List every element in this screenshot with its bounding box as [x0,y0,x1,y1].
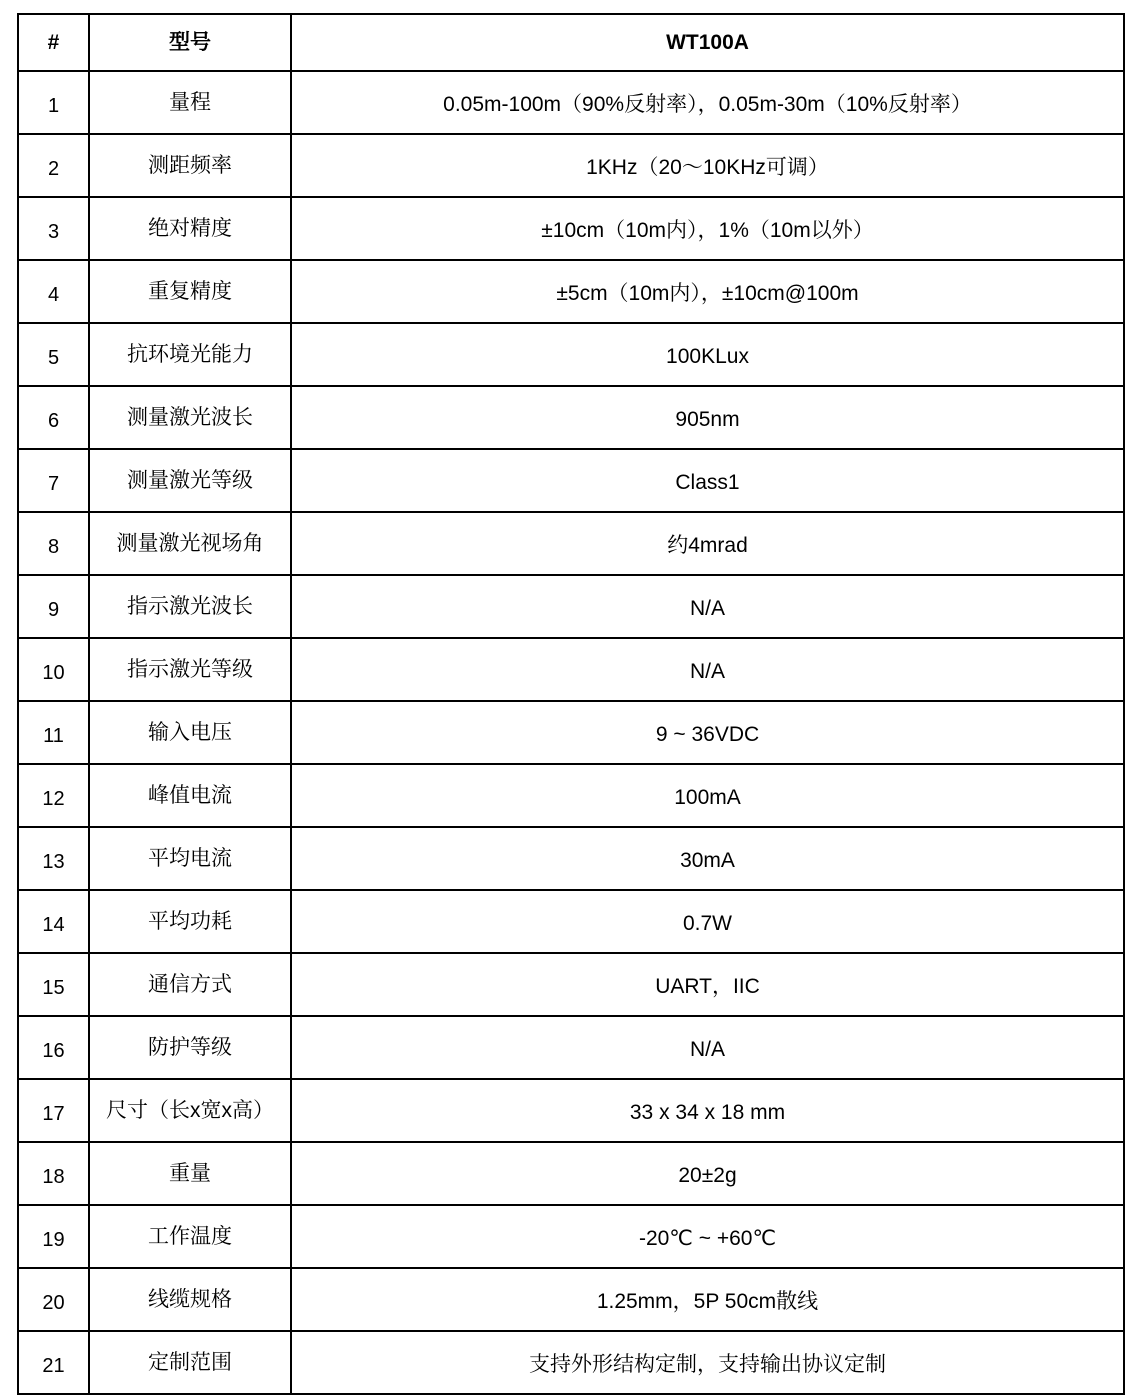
table-row [18,1079,1124,1142]
param-value: Class1 [291,449,1124,512]
row-number: 2 [18,134,89,197]
header-row [18,14,1124,71]
param-name: 通信方式 [89,953,291,1016]
param-value: -20℃ ~ +60℃ [291,1205,1124,1268]
table-row [18,449,1124,512]
param-value: ±5cm（10m内），±10cm@100m [291,260,1124,323]
row-number: 14 [18,890,89,953]
param-name: 定制范围 [89,1331,291,1394]
param-name: 测量激光等级 [89,449,291,512]
table-row [18,512,1124,575]
param-value: 33 x 34 x 18 mm [291,1079,1124,1142]
row-number: 4 [18,260,89,323]
row-number: 12 [18,764,89,827]
param-value: 1.25mm，5P 50cm散线 [291,1268,1124,1331]
row-number: 7 [18,449,89,512]
param-name: 尺寸（长x宽x高） [89,1079,291,1142]
param-name: 线缆规格 [89,1268,291,1331]
param-value: 9 ~ 36VDC [291,701,1124,764]
param-name: 测距频率 [89,134,291,197]
param-value: 100KLux [291,323,1124,386]
spec-table [17,13,1125,1395]
param-name: 绝对精度 [89,197,291,260]
param-value: 905nm [291,386,1124,449]
param-value: 20±2g [291,1142,1124,1205]
row-number: 15 [18,953,89,1016]
param-value: ±10cm（10m内），1%（10m以外） [291,197,1124,260]
table-row [18,1016,1124,1079]
row-number: 10 [18,638,89,701]
table-row [18,386,1124,449]
table-row [18,1205,1124,1268]
param-name: 平均电流 [89,827,291,890]
table-row [18,1268,1124,1331]
row-number: 6 [18,386,89,449]
row-number: 21 [18,1331,89,1394]
table-row [18,638,1124,701]
table-body [18,71,1124,1394]
param-name: 工作温度 [89,1205,291,1268]
table-row [18,890,1124,953]
row-number: 16 [18,1016,89,1079]
row-number: 13 [18,827,89,890]
param-name: 指示激光等级 [89,638,291,701]
param-name: 测量激光视场角 [89,512,291,575]
param-name: 重复精度 [89,260,291,323]
param-name: 抗环境光能力 [89,323,291,386]
row-number: 18 [18,1142,89,1205]
param-name: 峰值电流 [89,764,291,827]
header-param: 型号 [89,14,291,71]
param-value: 约4mrad [291,512,1124,575]
table-row [18,827,1124,890]
row-number: 19 [18,1205,89,1268]
row-number: 3 [18,197,89,260]
param-value: 0.7W [291,890,1124,953]
param-name: 测量激光波长 [89,386,291,449]
row-number: 1 [18,71,89,134]
table-row [18,134,1124,197]
header-num: # [18,14,89,71]
param-value: 支持外形结构定制，支持输出协议定制 [291,1331,1124,1394]
param-name: 重量 [89,1142,291,1205]
table-row [18,323,1124,386]
param-value: UART，IIC [291,953,1124,1016]
row-number: 17 [18,1079,89,1142]
param-value: 0.05m-100m（90%反射率），0.05m-30m（10%反射率） [291,71,1124,134]
param-value: N/A [291,575,1124,638]
param-name: 指示激光波长 [89,575,291,638]
table-row [18,197,1124,260]
table-row [18,260,1124,323]
table-row [18,71,1124,134]
param-name: 输入电压 [89,701,291,764]
table-row [18,575,1124,638]
param-name: 平均功耗 [89,890,291,953]
row-number: 20 [18,1268,89,1331]
table-row [18,701,1124,764]
table-row [18,764,1124,827]
table-header [18,14,1124,71]
param-value: N/A [291,638,1124,701]
param-value: 100mA [291,764,1124,827]
header-model: WT100A [291,14,1124,71]
param-name: 量程 [89,71,291,134]
row-number: 5 [18,323,89,386]
param-value: 1KHz（20～10KHz可调） [291,134,1124,197]
param-value: N/A [291,1016,1124,1079]
row-number: 8 [18,512,89,575]
table-row [18,1331,1124,1394]
param-value: 30mA [291,827,1124,890]
row-number: 11 [18,701,89,764]
row-number: 9 [18,575,89,638]
table-row [18,1142,1124,1205]
param-name: 防护等级 [89,1016,291,1079]
table-row [18,953,1124,1016]
